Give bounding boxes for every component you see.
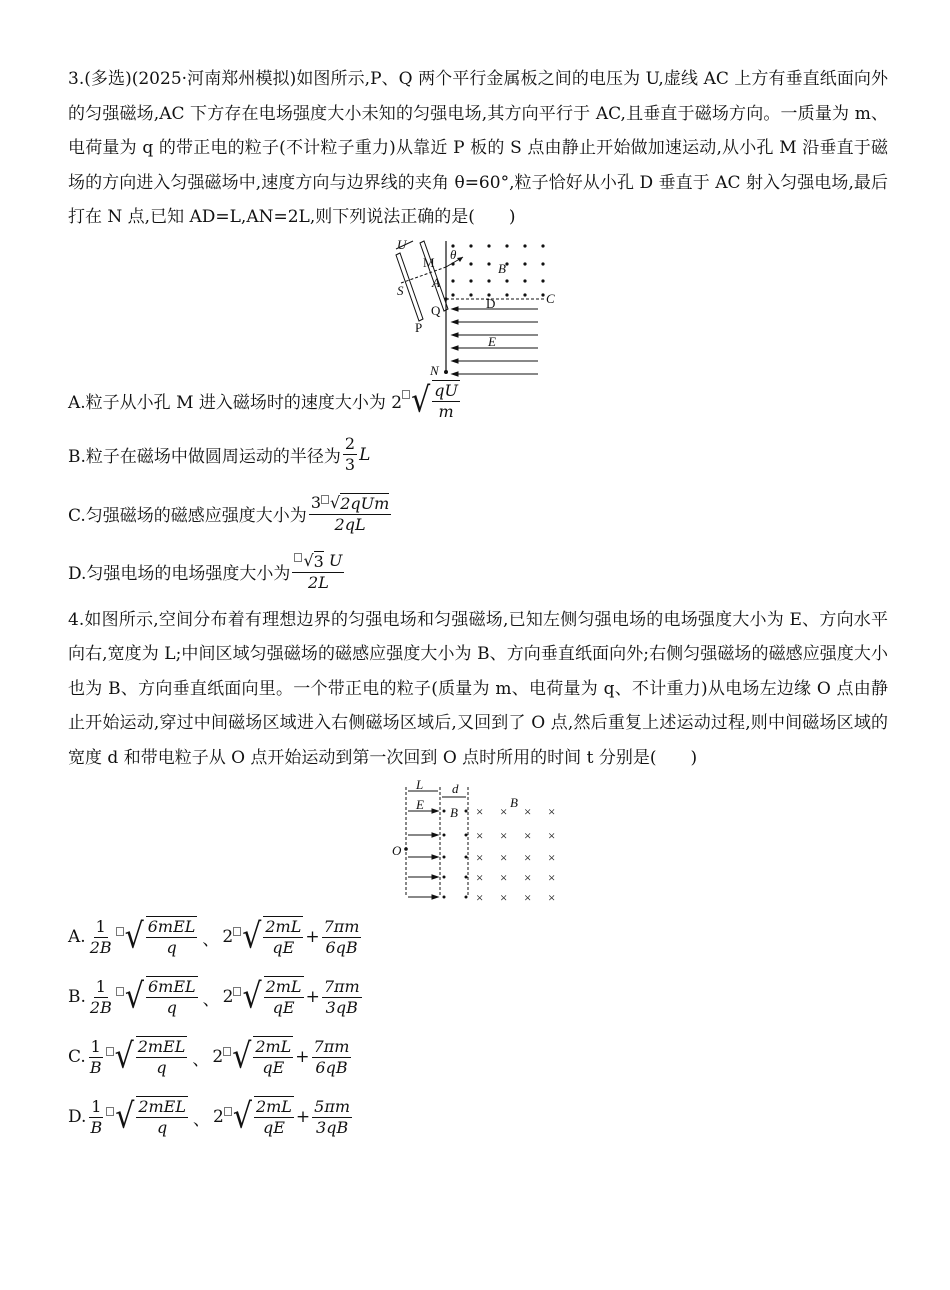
q3-option-d[interactable]: D.匀强电场的电场强度大小为 √ 3 U 2L [68, 551, 343, 592]
sqrt: √ $\frac{2mL}{qE}$ [233, 916, 305, 958]
q3-label-M: M [423, 254, 435, 270]
q4-label-B-left: B [450, 805, 458, 820]
q4-option-b[interactable]: B. $\frac{1}{2B}$ √ $\frac{\text{6mEL}}{q}$ 、 2 √ $\frac{2mL}{qE}$ + $\frac{7\pi m}{3qB}$ [68, 976, 360, 1017]
svg-text:×: × [476, 850, 484, 865]
q3-diagram [68, 237, 888, 377]
svg-text:×: × [500, 850, 508, 865]
q3-option-c[interactable]: C.匀强磁场的磁感应强度大小为 3 √ 2qUm 2qL [68, 493, 390, 534]
svg-text:×: × [548, 890, 556, 905]
q3-label-S: S [397, 282, 404, 298]
sqrt: √ $\frac{2mL}{qE}$ [233, 976, 305, 1018]
q4-option-c[interactable]: C. $\frac{1}{B}$ √ $\frac{\text{2mEL}}{q}$ 、 2 √ $\frac{2mL}{qE}$ + $\frac{7\pi m}{6qB}$ [68, 1036, 350, 1077]
q3-label-A: A [432, 274, 440, 290]
q3-label-C: C [546, 290, 555, 306]
q4-stem: 4.如图所示,空间分布着有理想边界的匀强电场和匀强磁场,已知左侧匀强电场的电场强度大小为 E、方向水平向右,宽度为 L;中间区域匀强磁场的磁感应强度大小为 B、方向垂直纸面向外;右侧匀强磁场的磁感应强度大小也为 B、方向垂直纸面向里。一个带正电的粒子(质量为 m、电荷量为 q、不计重力)从电场左边缘 O 点由静止开始运动,穿过中间磁场区域进入右侧磁场区域后,又回到了 O 点,然后重复上述运动过程,则中间磁场区域的宽度 d 和带电粒子从 O 点开始运动到第一次回到 O 点时所用的时间 t 分别是( ) [68, 609, 888, 768]
svg-text:×: × [500, 870, 508, 885]
sqrt: √ $\frac{\text{2mEL}}{q}$ [106, 1036, 190, 1078]
svg-text:×: × [500, 804, 508, 819]
q4-label-E: E [416, 797, 424, 812]
svg-text:×: × [548, 804, 556, 819]
sqrt: √ $\frac{2mL}{qE}$ [223, 1036, 295, 1078]
q3-label-U: U [397, 236, 407, 252]
q3-figure [68, 237, 888, 377]
svg-text:×: × [524, 890, 532, 905]
sqrt: √ $\frac{2mL}{qE}$ [224, 1096, 296, 1138]
svg-text:×: × [524, 828, 532, 843]
q3-stem: 3.(多选)(2025·河南郑州模拟)如图所示,P、Q 两个平行金属板之间的电压为 U,虚线 AC 上方有垂直纸面向外的匀强磁场,AC 下方存在电场强度大小未知的匀强电场,其方向平行于 AC,且垂直于磁场方向。一质量为 m、电荷量为 q 的带正电的粒子(不计粒子重力)从靠近 P 板的 S 点由静止开始做加速运动,从小孔 M 沿垂直于磁场的方向进入匀强磁场中,速度方向与边界线的夹角 θ=60°,粒子恰好从小孔 D 垂直于 AC 射入匀强电场,最后打在 N 点,已知 AD=L,AN=2L,则下列说法正确的是( ) [68, 69, 888, 227]
q4-options [68, 907, 888, 1147]
q4-label-B-right: B [510, 795, 518, 810]
svg-text:×: × [524, 870, 532, 885]
q3-label-theta: θ [450, 246, 457, 262]
sqrt: √ $\frac{\text{6mEL}}{q}$ [116, 916, 200, 958]
q3-option-b[interactable]: B.粒子在磁场中做圆周运动的半径为 $\frac{2}{3}$ L [68, 434, 371, 474]
q4-diagram [68, 777, 888, 907]
q4-label-L: L [416, 777, 424, 792]
q3-label-D: D [486, 295, 496, 311]
q4-option-d[interactable]: D. $\frac{1}{B}$ √ $\frac{\text{2mEL}}{q}$ 、 2 √ $\frac{2mL}{qE}$ + $\frac{5\pi m}{3qB}$ [68, 1096, 351, 1137]
svg-text:×: × [500, 828, 508, 843]
q4-label-d: d [452, 781, 459, 796]
q4-figure [68, 777, 888, 907]
q3-label-N: N [430, 362, 439, 377]
svg-text:×: × [500, 890, 508, 905]
svg-text:×: × [548, 870, 556, 885]
q3-label-P: P [415, 319, 423, 335]
q3-label-Q: Q [431, 302, 441, 318]
sqrt: √ $\frac{\text{6mEL}}{q}$ [116, 976, 200, 1018]
svg-text:×: × [476, 890, 484, 905]
svg-text:×: × [524, 804, 532, 819]
q4-label-O: O [392, 843, 402, 858]
svg-text:×: × [476, 804, 484, 819]
q3-label-B: B [498, 260, 506, 276]
q3-label-E: E [488, 333, 496, 349]
svg-text:×: × [476, 828, 484, 843]
svg-text:×: × [548, 828, 556, 843]
sqrt: √ $\frac{qU}{m}$ [402, 380, 462, 422]
q3-option-a[interactable]: A.粒子从小孔 M 进入磁场时的速度大小为 2 √ $\frac{qU}{m}$ [68, 377, 888, 425]
svg-text:×: × [548, 850, 556, 865]
document-page [68, 62, 888, 1147]
sqrt: √ $\frac{\text{2mEL}}{q}$ [106, 1096, 190, 1138]
svg-text:×: × [476, 870, 484, 885]
svg-text:×: × [524, 850, 532, 865]
q4-option-a[interactable]: A. $\frac{1}{2B}$ √ $\frac{\text{6mEL}}{q}$ 、 2 √ $\frac{2mL}{qE}$ + $\frac{7\pi m}{6qB}$ [68, 916, 360, 957]
